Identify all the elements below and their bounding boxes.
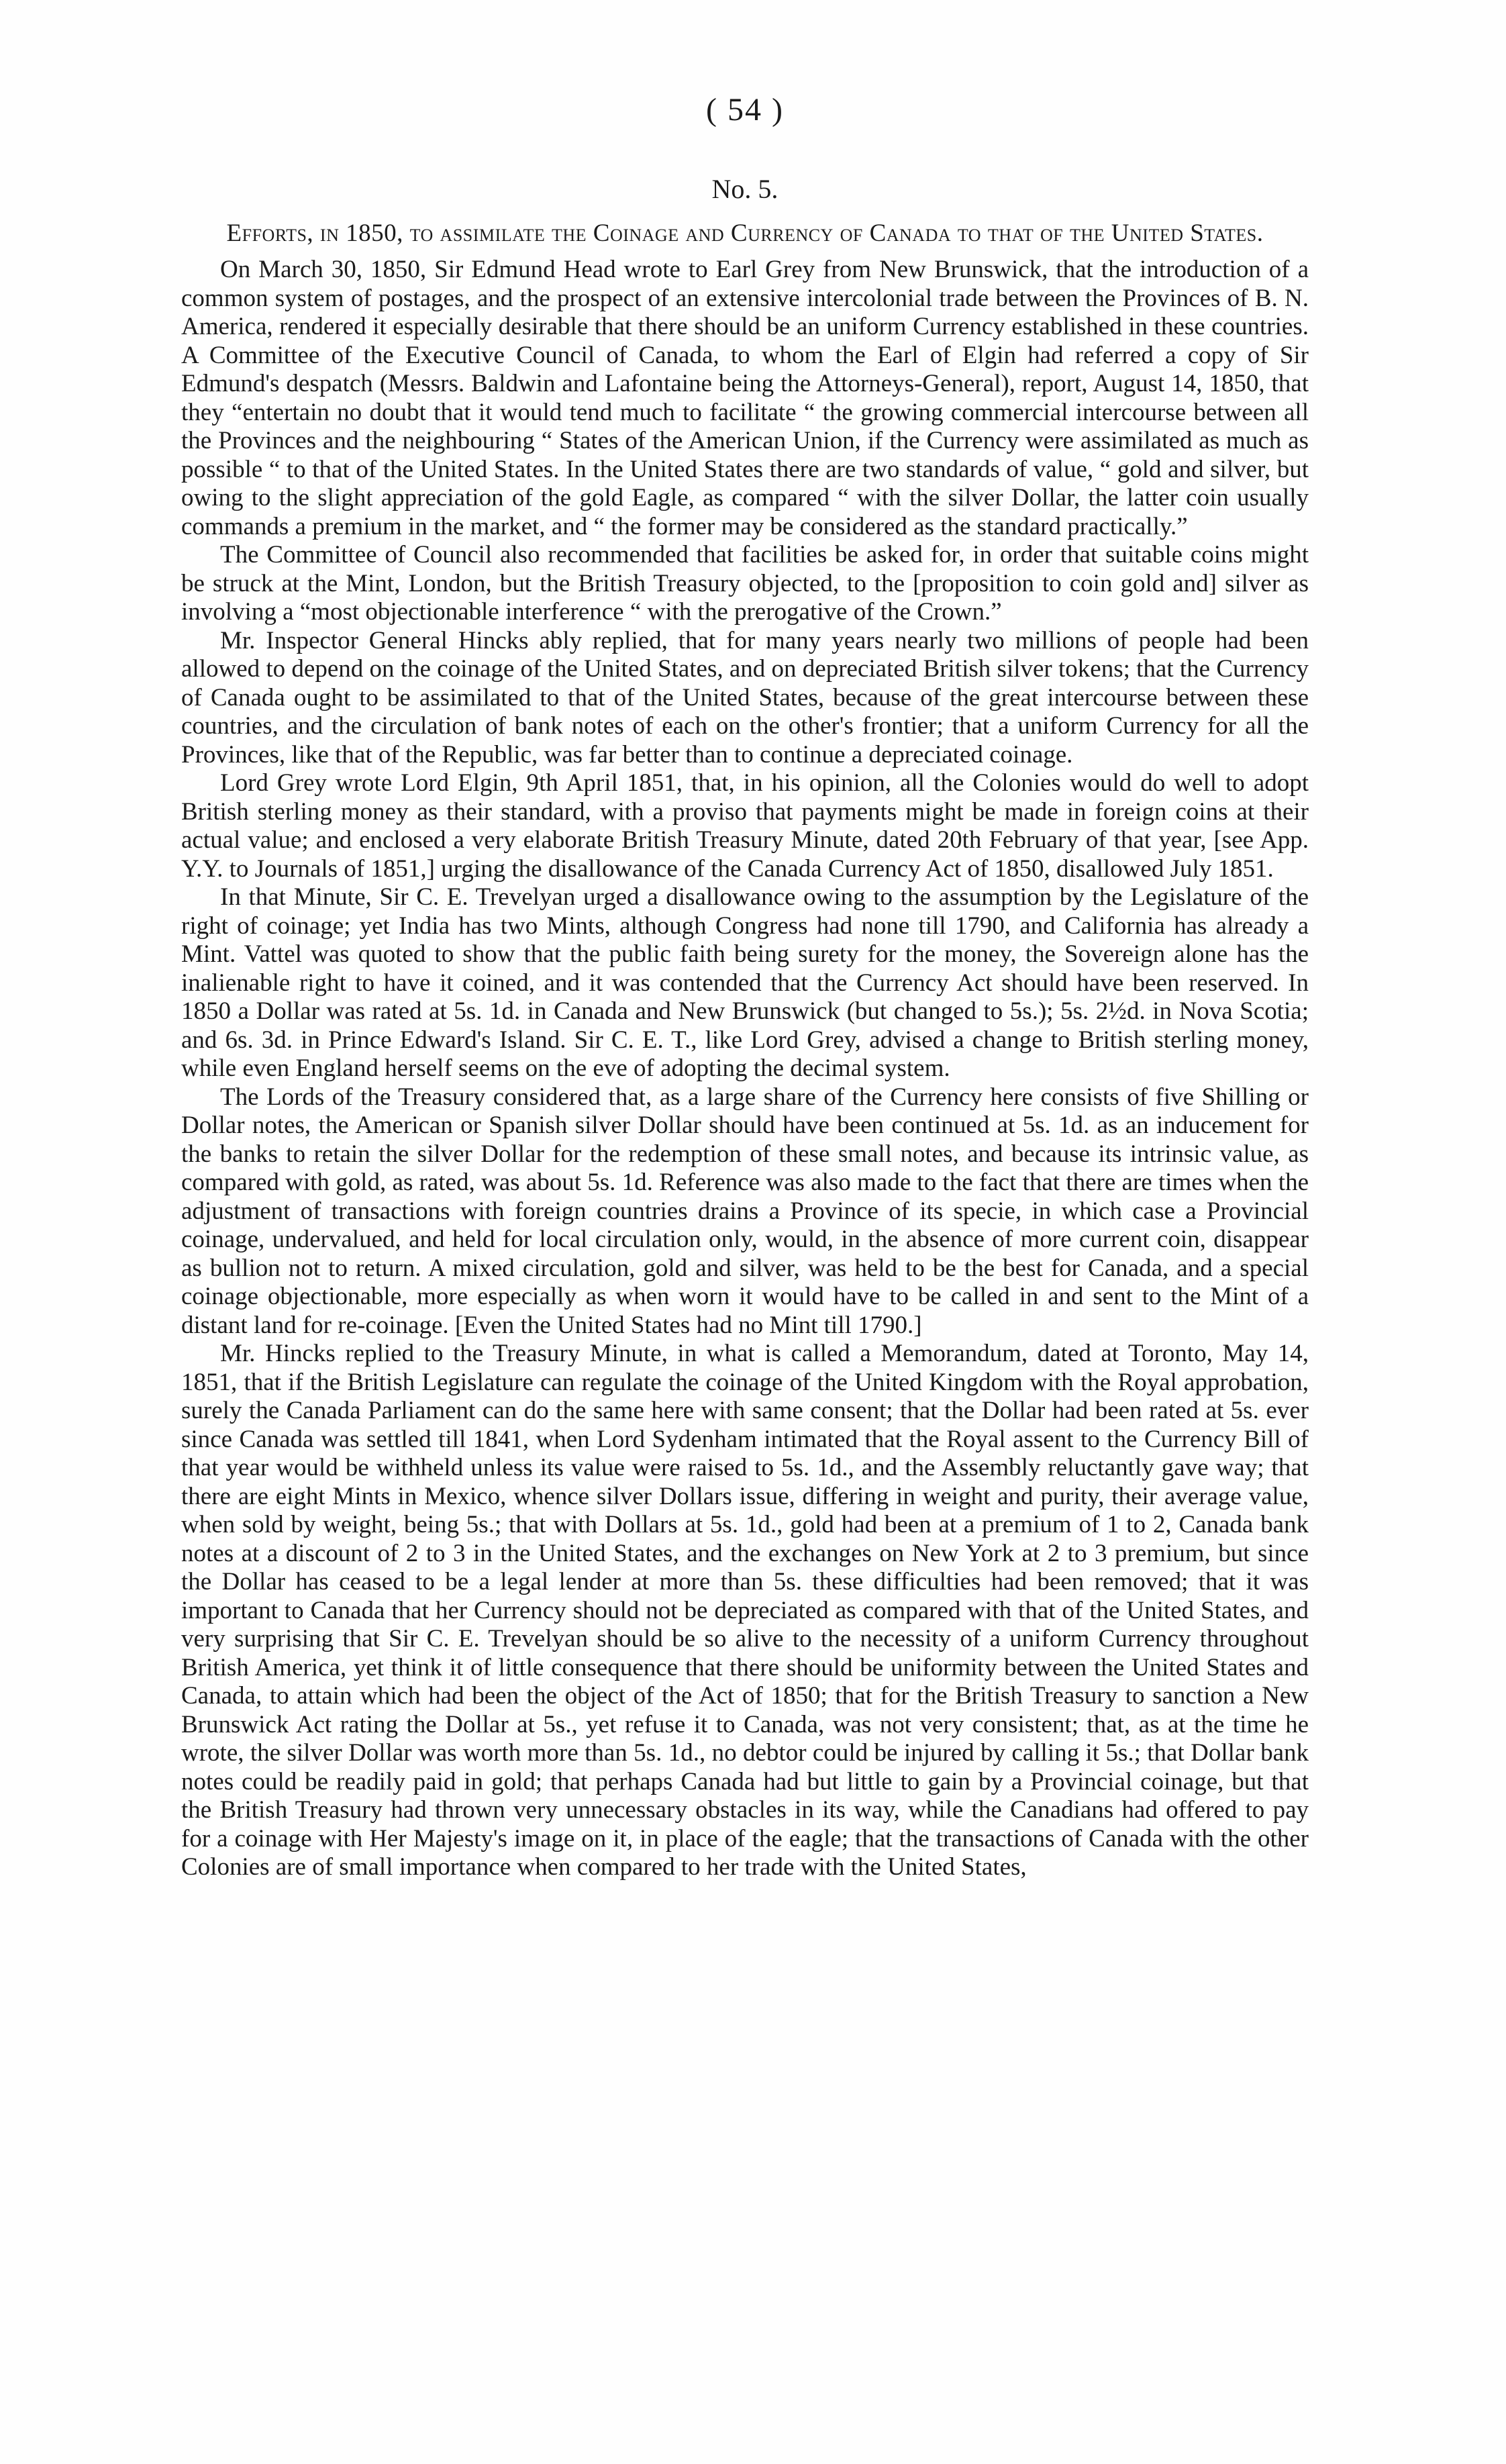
document-heading: Efforts, in 1850, to assimilate the Coinage and Currency of Canada to that of the United States. [226,219,1264,247]
paragraph-2: The Committee of Council also recommended that facilities be asked for, in order that suitable coins might be struck at the Mint, London, but the British Treasury objected, to the [proposition to coin gold and] silver as involving a “most objectionable interference “ with the prerogative of the Crown.” [181,541,1309,626]
paragraph-3: Mr. Inspector General Hincks ably replied, that for many years nearly two millions of people had been allowed to depend on the coinage of the United States, and on depreciated British silver tokens; that the Currency of Canada ought to be assimilated to that of the United States, because of the great intercourse between these countries, and the circulation of bank notes of each on the other's frontier; that a uniform Currency for all the Provinces, like that of the Republic, was far better than to continue a depreciated coinage. [181,626,1309,769]
paragraph-6: The Lords of the Treasury considered that, as a large share of the Currency here consists of five Shilling or Dollar notes, the American or Spanish silver Dollar should have been continued at 5s. 1d. as an inducement for the banks to retain the silver Dollar for the redemption of these small notes, and because its intrinsic value, as compared with gold, as rated, was about 5s. 1d. Reference was also made to the fact that there are times when the adjustment of transactions with foreign countries drains a Province of its specie, in which case a Provincial coinage, undervalued, and held for local circulation only, would, in the absence of more current coin, disappear as bullion not to return. A mixed circulation, gold and silver, was held to be the best for Canada, and a special coinage objectionable, more especially as when worn it would have to be called in and sent to the Mint of a distant land for re-coinage. [Even the United States had no Mint till 1790.] [181,1083,1309,1339]
document-page [181,94,1309,2416]
body-text [181,256,1309,1882]
page-number: ( 54 ) [706,92,784,128]
document-number: No. 5. [711,174,779,204]
paragraph-4: Lord Grey wrote Lord Elgin, 9th April 1851, that, in his opinion, all the Colonies would do well to adopt British sterling money as their standard, with a proviso that payments might be made in foreign coins at their actual value; and enclosed a very elaborate British Treasury Minute, dated 20th February of that year, [see App. Y.Y. to Journals of 1851,] urging the disallowance of the Canada Currency Act of 1850, disallowed July 1851. [181,769,1309,883]
paragraph-7: Mr. Hincks replied to the Treasury Minute, in what is called a Memorandum, dated at Toronto, May 14, 1851, that if the British Legislature can regulate the coinage of the United Kingdom with the Royal approbation, surely the Canada Parliament can do the same here with same consent; that the Dollar had been rated at 5s. ever since Canada was settled till 1841, when Lord Sydenham intimated that the Royal assent to the Currency Bill of that year would be withheld unless its value were raised to 5s. 1d., and the Assembly reluctantly gave way; that there are eight Mints in Mexico, whence silver Dollars issue, differing in weight and purity, their average value, when sold by weight, being 5s.; that with Dollars at 5s. 1d., gold had been at a premium of 1 to 2, Canada bank notes at a discount of 2 to 3 in the United States, and the exchanges on New York at 2 to 3 premium, but since the Dollar has ceased to be a legal lender at more than 5s. these difficulties had been removed; that it was important to Canada that her Currency should not be depreciated as compared with that of the United States, and very surprising that Sir C. E. Trevelyan should be so alive to the necessity of a uniform Currency throughout British America, yet think it of little consequence that there should be uniformity between the United States and Canada, to attain which had been the object of the Act of 1850; that for the British Treasury to sanction a New Brunswick Act rating the Dollar at 5s., yet refuse it to Canada, was not very consistent; that, as at the time he wrote, the silver Dollar was worth more than 5s. 1d., no debtor could be injured by calling it 5s.; that Dollar bank notes could be readily paid in gold; that perhaps Canada had but little to gain by a Provincial coinage, but that the British Treasury had thrown very unnecessary obstacles in its way, while the Canadians had offered to pay for a coinage with Her Majesty's image on it, in place of the eagle; that the transactions of Canada with the other Colonies are of small importance when compared to her trade with the United States, [181,1340,1309,1881]
paragraph-1: On March 30, 1850, Sir Edmund Head wrote to Earl Grey from New Brunswick, that the introduction of a common system of postages, and the prospect of an extensive intercolonial trade between the Provinces of B. N. America, rendered it especially desirable that there should be an uniform Currency established in these countries. A Committee of the Executive Council of Canada, to whom the Earl of Elgin had referred a copy of Sir Edmund's despatch (Messrs. Baldwin and Lafontaine being the Attorneys-General), report, August 14, 1850, that they “entertain no doubt that it would tend much to facilitate “ the growing commercial intercourse between all the Provinces and the neighbouring “ States of the American Union, if the Currency were assimilated as much as possible “ to that of the United States. In the United States there are two standards of value, “ gold and silver, but owing to the slight appreciation of the gold Eagle, as compared “ with the silver Dollar, the latter coin usually commands a premium in the market, and “ the former may be considered as the standard practically.” [181,256,1309,540]
paragraph-5: In that Minute, Sir C. E. Trevelyan urged a disallowance owing to the assumption by the Legislature of the right of coinage; yet India has two Mints, although Congress had none till 1790, and California has already a Mint. Vattel was quoted to show that the public faith being surety for the money, the Sovereign alone has the inalienable right to have it coined, and it was contended that the Currency Act should have been reserved. In 1850 a Dollar was rated at 5s. 1d. in Canada and New Brunswick (but changed to 5s.); 5s. 2½d. in Nova Scotia; and 6s. 3d. in Prince Edward's Island. Sir C. E. T., like Lord Grey, advised a change to British sterling money, while even England herself seems on the eve of adopting the decimal system. [181,883,1309,1082]
